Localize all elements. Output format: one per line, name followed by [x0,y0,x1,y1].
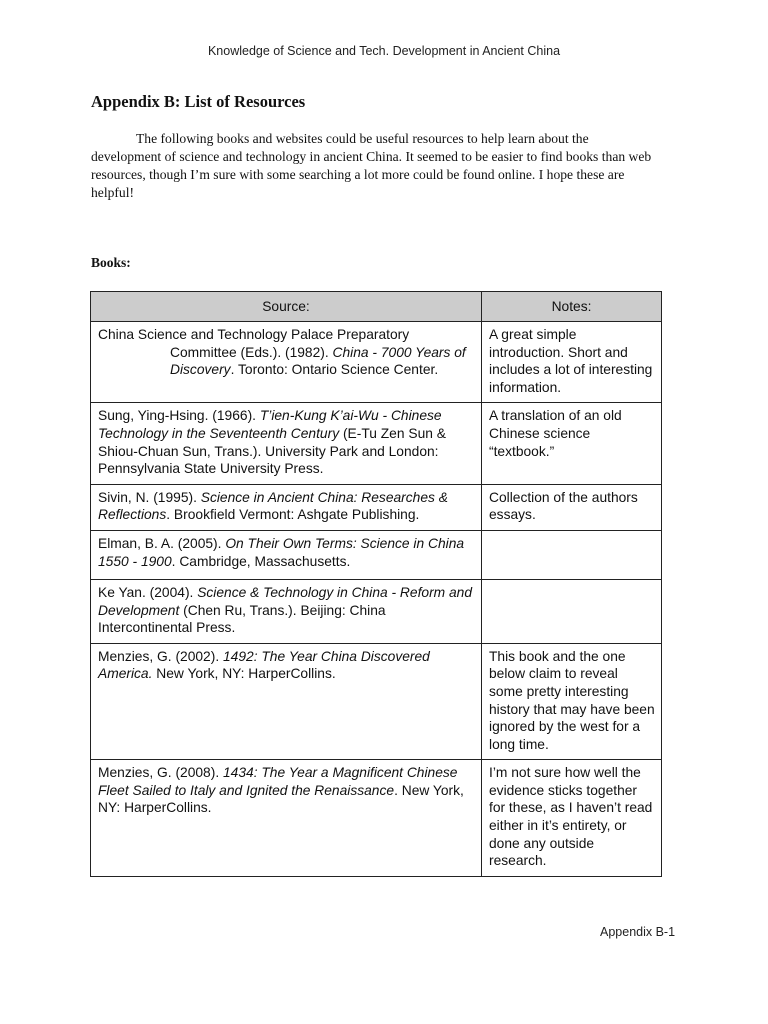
table-row [91,579,662,643]
book-title: Science in Ancient China: Researches & Reflections [98,489,448,523]
notes-cell: A great simple introduction. Short and includes a lot of interesting information. [482,322,662,403]
source-cell [91,322,482,403]
notes-cell: A translation of an old Chinese science “textbook.” [482,403,662,484]
table-row [91,322,662,403]
running-header: Knowledge of Science and Tech. Development in Ancient China [207,44,561,58]
table-row [91,403,662,484]
source-text: New York, NY: HarperCollins. [152,666,336,682]
source-column-header: Source: [91,292,482,322]
source-text: (E-Tu Zen Sun & Shiou-Chuan Sun, Trans.). University Park and London: Pennsylvania State University Press. [98,425,446,477]
page-title: Appendix B: List of Resources [91,92,306,111]
page-number: Appendix B-1 [600,925,676,939]
source-cell [91,403,482,484]
table-header-row [91,292,662,322]
source-text: . Cambridge, Massachusetts. [171,553,351,569]
resources-table [90,291,662,877]
source-text: China Science and Technology Palace Preparatory [98,327,410,342]
book-title: Science & Technology in China - Reform and Development [98,584,473,618]
source-cell [91,643,482,760]
book-title: 1492: The Year China Discovered America. [98,648,430,682]
table-row [91,530,662,579]
notes-cell: I’m not sure how well the evidence sticks together for these, as I haven’t read either in it’s entirety, or done any outside research. [482,760,662,877]
notes-column-header: Notes: [482,292,662,322]
book-title: On Their Own Terms: Science in China 1550 - 1900 [98,535,465,569]
source-text: Sung, Ying-Hsing. (1966). [98,408,260,424]
source-text: Menzies, G. (2002). [98,648,223,664]
source-text: Ke Yan. (2004). [98,584,198,600]
notes-cell: This book and the one below claim to reveal some pretty interesting history that may have been ignored by the west for a long time. [482,643,662,760]
book-title: 1434: The Year a Magnificent Chinese Fleet Sailed to Italy and Ignited the Renaissance [98,765,458,798]
table-row [91,484,662,530]
source-cell [91,579,482,643]
notes-cell [482,579,662,643]
source-text: (Chen Ru, Trans.). Beijing: China Intercontinental Press. [98,602,386,636]
notes-cell [482,530,662,579]
source-cell [91,760,482,877]
source-text: . Brookfield Vermont: Ashgate Publishing. [166,507,420,523]
books-section-label: Books: [91,255,131,270]
source-text: Menzies, G. (2008). [98,765,223,781]
book-title: China - 7000 Years of Discovery [170,344,466,378]
source-text: . New York, NY: HarperCollins. [98,782,464,816]
intro-paragraph: The following books and websites could be useful resources to help learn about the development of science and technology in ancient China. It seemed to be easier to find books than web resources, though I’m sure with some searching a lot more could be found online. I hope these are helpful! [91,131,652,200]
source-cell [91,530,482,579]
table-row [91,643,662,760]
source-cell [91,484,482,530]
source-text: Sivin, N. (1995). [98,489,201,505]
notes-cell: Collection of the authors essays. [482,484,662,530]
table-row [91,760,662,877]
source-text: . Toronto: Ontario Science Center. [230,362,439,378]
book-title: T’ien-Kung K’ai-Wu - Chinese Technology in the Seventeenth Century [98,408,442,441]
source-text: Elman, B. A. (2005). [98,535,226,551]
source-text: Committee (Eds.). (1982). [170,344,333,360]
